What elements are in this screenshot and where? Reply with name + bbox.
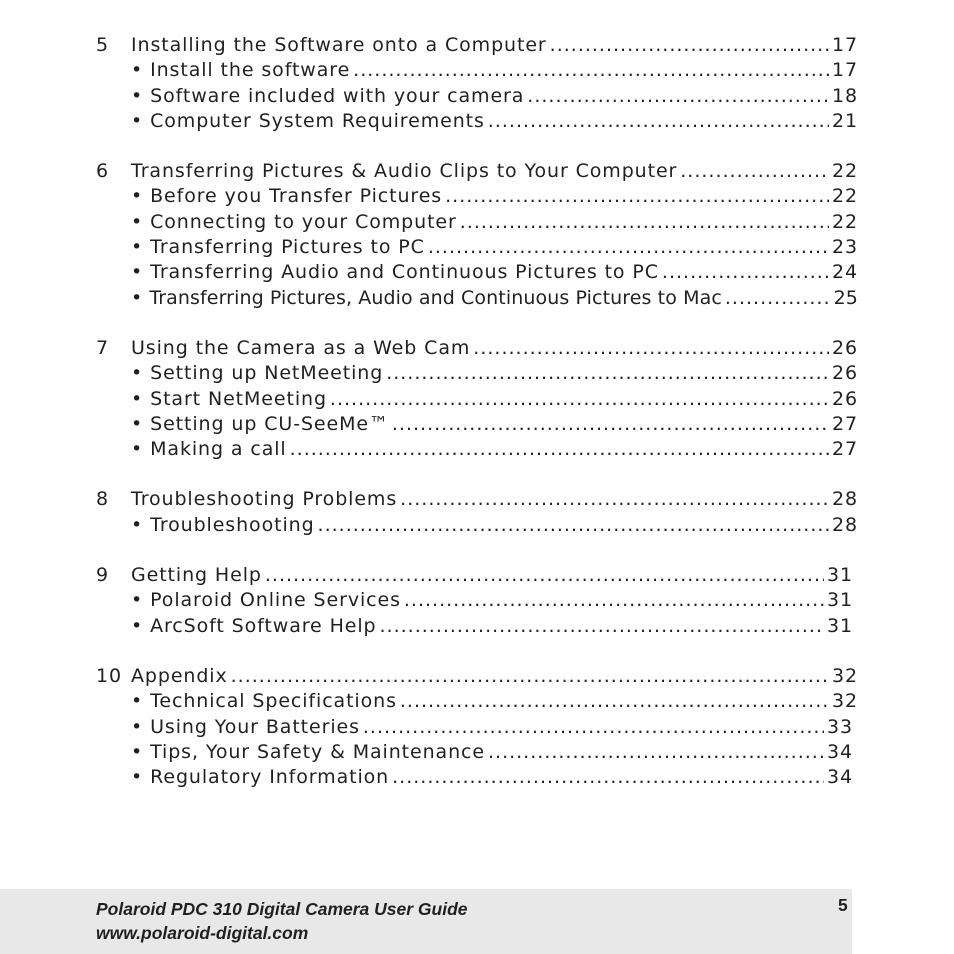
toc-subsection-entry[interactable] xyxy=(96,235,858,260)
toc-chapter-entry[interactable] xyxy=(96,563,858,588)
dot-leader xyxy=(527,84,829,109)
chapter-number: 5 xyxy=(96,34,109,56)
dot-leader xyxy=(488,740,824,765)
bullet-icon: • xyxy=(131,362,144,385)
toc-subsection-entry[interactable] xyxy=(96,286,858,311)
dot-leader xyxy=(725,286,831,311)
toc-subsection-entry[interactable] xyxy=(96,84,858,109)
subsection-title: Polaroid Online Services xyxy=(150,589,401,612)
bullet-icon: • xyxy=(131,715,144,738)
subsection-title: Setting up CU-SeeMe™ xyxy=(150,412,389,435)
page-ref: 23 xyxy=(832,236,858,259)
toc-section xyxy=(96,487,858,538)
bullet-icon: • xyxy=(131,59,144,82)
bullet-icon: • xyxy=(131,261,144,284)
bullet-icon: • xyxy=(131,210,144,233)
page-ref: 28 xyxy=(832,513,858,536)
chapter-title: Installing the Software onto a Computer xyxy=(131,34,547,56)
page-ref: 31 xyxy=(827,614,853,637)
page-ref: 31 xyxy=(827,589,853,612)
page-ref: 21 xyxy=(832,109,858,132)
toc-section xyxy=(96,33,858,134)
toc-chapter-entry[interactable] xyxy=(96,33,858,58)
subsection-title: ArcSoft Software Help xyxy=(150,614,377,637)
subsection-title: Computer System Requirements xyxy=(150,109,485,132)
subsection-title: Using Your Batteries xyxy=(150,715,360,738)
toc-subsection-entry[interactable] xyxy=(96,210,858,235)
page-ref: 26 xyxy=(832,387,858,410)
page-ref: 34 xyxy=(827,740,853,763)
bullet-icon: • xyxy=(131,438,144,461)
guide-title: Polaroid PDC 310 Digital Camera User Guide xyxy=(96,899,468,919)
toc-subsection-entry[interactable] xyxy=(96,715,858,740)
subsection-title: Making a call xyxy=(150,438,287,461)
subsection-title: Troubleshooting xyxy=(150,513,315,536)
page-number: 5 xyxy=(838,895,848,915)
dot-leader xyxy=(318,513,829,538)
page-ref: 26 xyxy=(832,336,858,359)
chapter-number: 9 xyxy=(96,564,109,587)
bullet-icon: • xyxy=(131,740,144,763)
toc-chapter-entry[interactable] xyxy=(96,487,858,512)
bullet-icon: • xyxy=(131,387,144,410)
dot-leader xyxy=(290,437,829,462)
toc-subsection-entry[interactable] xyxy=(96,740,858,765)
toc-chapter-entry[interactable] xyxy=(96,664,858,689)
bullet-icon: • xyxy=(131,589,144,612)
dot-leader xyxy=(330,387,829,412)
subsection-title: Technical Specifications xyxy=(150,690,397,713)
toc-subsection-entry[interactable] xyxy=(96,412,858,437)
chapter-number: 7 xyxy=(96,336,109,359)
subsection-title: Setting up NetMeeting xyxy=(150,362,384,385)
dot-leader xyxy=(488,109,829,134)
chapter-title: Troubleshooting Problems xyxy=(131,488,398,511)
page-ref: 28 xyxy=(832,488,858,511)
dot-leader xyxy=(550,33,829,58)
dot-leader xyxy=(400,689,829,714)
page-ref: 26 xyxy=(832,362,858,385)
toc-subsection-entry[interactable] xyxy=(96,765,858,790)
page-ref: 32 xyxy=(832,664,858,687)
page-ref: 17 xyxy=(832,59,858,82)
page-ref: 33 xyxy=(827,715,853,738)
toc-section xyxy=(96,563,858,639)
subsection-title: Tips, Your Safety & Maintenance xyxy=(150,740,485,763)
page-ref: 34 xyxy=(827,766,853,789)
toc-section xyxy=(96,159,858,311)
toc-subsection-entry[interactable] xyxy=(96,109,858,134)
dot-leader xyxy=(386,361,829,386)
toc-chapter-entry[interactable] xyxy=(96,159,858,184)
chapter-number: 10 xyxy=(96,664,122,687)
dot-leader xyxy=(460,210,829,235)
toc-section xyxy=(96,336,858,462)
page-ref: 17 xyxy=(832,34,858,56)
toc-subsection-entry[interactable] xyxy=(96,58,858,83)
page-ref: 22 xyxy=(832,185,858,208)
dot-leader xyxy=(680,159,829,184)
dot-leader xyxy=(380,614,825,639)
page-ref: 27 xyxy=(832,438,858,461)
chapter-title: Appendix xyxy=(131,664,228,687)
bullet-icon: • xyxy=(131,690,144,713)
dot-leader xyxy=(445,184,829,209)
page-ref: 27 xyxy=(832,412,858,435)
page-ref: 25 xyxy=(833,286,858,309)
page-ref: 32 xyxy=(832,690,858,713)
page-ref: 31 xyxy=(827,564,853,587)
toc-subsection-entry[interactable] xyxy=(96,184,858,209)
website-link[interactable]: www.polaroid-digital.com xyxy=(96,923,309,943)
dot-leader xyxy=(662,260,829,285)
page-ref: 22 xyxy=(832,210,858,233)
toc-subsection-entry[interactable] xyxy=(96,387,858,412)
chapter-number: 8 xyxy=(96,488,109,511)
bullet-icon: • xyxy=(131,513,144,536)
chapter-title: Using the Camera as a Web Cam xyxy=(131,336,471,359)
subsection-title: Before you Transfer Pictures xyxy=(150,185,443,208)
page-ref: 24 xyxy=(832,261,858,284)
toc-subsection-entry[interactable] xyxy=(96,689,858,714)
bullet-icon: • xyxy=(131,84,144,107)
chapter-title: Getting Help xyxy=(131,564,262,587)
dot-leader xyxy=(400,487,829,512)
table-of-contents xyxy=(96,33,858,815)
dot-leader xyxy=(428,235,829,260)
bullet-icon: • xyxy=(131,614,144,637)
toc-subsection-entry[interactable] xyxy=(96,513,858,538)
subsection-title: Install the software xyxy=(150,59,351,82)
dot-leader xyxy=(353,58,829,83)
subsection-title: Regulatory Information xyxy=(150,766,390,789)
subsection-title: Start NetMeeting xyxy=(150,387,327,410)
dot-leader xyxy=(473,336,829,361)
bullet-icon: • xyxy=(131,236,144,259)
toc-subsection-entry[interactable] xyxy=(96,260,858,285)
toc-subsection-entry[interactable] xyxy=(96,437,858,462)
toc-subsection-entry[interactable] xyxy=(96,588,858,613)
toc-chapter-entry[interactable] xyxy=(96,336,858,361)
subsection-title: Software included with your camera xyxy=(150,84,525,107)
bullet-icon: • xyxy=(131,185,144,208)
subsection-title: Transferring Audio and Continuous Pictures to PC xyxy=(150,261,659,284)
dot-leader xyxy=(404,588,824,613)
dot-leader xyxy=(265,563,824,588)
dot-leader xyxy=(392,765,824,790)
bullet-icon: • xyxy=(131,286,143,309)
subsection-title: Connecting to your Computer xyxy=(150,210,457,233)
page-ref: 22 xyxy=(832,160,858,183)
page-footer xyxy=(0,889,852,954)
bullet-icon: • xyxy=(131,412,144,435)
subsection-title: Transferring Pictures to PC xyxy=(150,236,425,259)
bullet-icon: • xyxy=(131,766,144,789)
chapter-title: Transferring Pictures & Audio Clips to Your Computer xyxy=(131,160,678,183)
page-ref: 18 xyxy=(832,84,858,107)
dot-leader xyxy=(363,715,824,740)
bullet-icon: • xyxy=(131,109,144,132)
dot-leader xyxy=(392,412,829,437)
subsection-title: Transferring Pictures, Audio and Continuous Pictures to Mac xyxy=(149,286,722,309)
toc-section xyxy=(96,664,858,790)
chapter-number: 6 xyxy=(96,160,109,183)
dot-leader xyxy=(231,664,829,689)
toc-subsection-entry[interactable] xyxy=(96,361,858,386)
toc-subsection-entry[interactable] xyxy=(96,614,858,639)
